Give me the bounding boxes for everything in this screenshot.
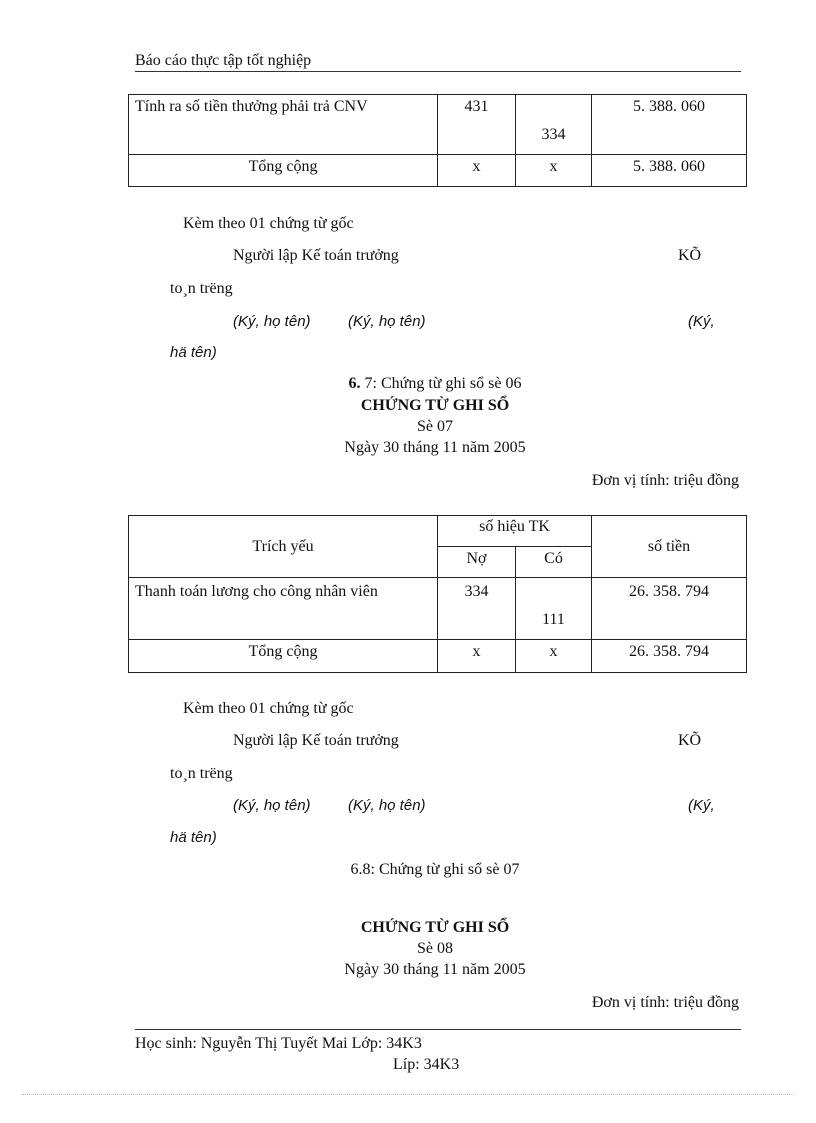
credit-cell: 334 (516, 95, 592, 155)
voucher-date: Ngày 30 tháng 11 năm 2005 (344, 961, 526, 978)
attachment-note: Kèm theo 01 chứng từ gốc (183, 700, 354, 717)
table-row-total (129, 155, 747, 187)
caption-6-7: 6. 7: Chứng từ ghi sổ sè 06 (348, 375, 522, 392)
signer-roles: Người lập Kế toán trưởng (233, 732, 399, 749)
signer-role-cont: to¸n trëng (170, 280, 233, 297)
footer-rule (135, 1029, 741, 1030)
header-rule (135, 71, 741, 72)
table-row (129, 95, 747, 155)
table-row (129, 578, 747, 640)
sign-note-mid: (Ký, họ tên) (348, 313, 426, 330)
desc-cell: Tính ra số tiền thưởng phải trả CNV (129, 95, 438, 155)
page-header-title: Báo cáo thực tập tốt nghiệp (135, 52, 312, 69)
total-label-cell: Tổng cộng (129, 155, 438, 187)
amount-cell: 5. 388. 060 (592, 95, 747, 155)
signer-role-right: KÕ (678, 247, 702, 264)
debit-cell: 334 (438, 578, 516, 640)
sign-note-cont: hä tên) (170, 829, 217, 846)
credit-cell: x (516, 155, 592, 187)
footer-class: Líp: 34K3 (393, 1056, 460, 1073)
debit-cell: 431 (438, 95, 516, 155)
voucher-07-table (128, 515, 747, 673)
debit-cell: x (438, 640, 516, 673)
amount-cell: 5. 388. 060 (592, 155, 747, 187)
voucher-date: Ngày 30 tháng 11 năm 2005 (344, 439, 526, 456)
caption-6-8: 6.8: Chứng từ ghi sổ sè 07 (350, 861, 520, 878)
sign-note-cont: hä tên) (170, 344, 217, 361)
voucher-number: Sè 07 (417, 418, 453, 435)
sign-note-right: (Ký, (688, 797, 715, 814)
page-edge-divider (22, 1094, 794, 1095)
debit-cell: x (438, 155, 516, 187)
unit-label: Đơn vị tính: triệu đồng (591, 472, 739, 489)
col-header-debit: Nợ (438, 547, 516, 578)
attachment-note: Kèm theo 01 chứng từ gốc (183, 215, 354, 232)
signer-role-right: KÕ (678, 732, 702, 749)
col-header-desc: Trích yếu (129, 516, 438, 578)
sign-note-right: (Ký, (688, 313, 715, 330)
table-row-total (129, 640, 747, 673)
credit-cell: x (516, 640, 592, 673)
voucher-title: CHỨNG TỪ GHI SỔ (360, 919, 510, 936)
amount-cell: 26. 358. 794 (592, 578, 747, 640)
sign-note-left: (Ký, họ tên) (233, 797, 311, 814)
footer-student: Học sinh: Nguyễn Thị Tuyết Mai Lớp: 34K3 (135, 1035, 422, 1052)
sign-note-mid: (Ký, họ tên) (348, 797, 426, 814)
signer-roles: Người lập Kế toán trưởng (233, 247, 399, 264)
voucher-number: Sè 08 (417, 940, 453, 957)
amount-cell: 26. 358. 794 (592, 640, 747, 673)
signer-role-cont: to¸n trëng (170, 765, 233, 782)
sign-note-left: (Ký, họ tên) (233, 313, 311, 330)
unit-label: Đơn vị tính: triệu đồng (591, 994, 739, 1011)
desc-cell: Thanh toán lương cho công nhân viên (129, 578, 438, 640)
col-header-amount: số tiền (592, 516, 747, 578)
col-header-credit: Có (516, 547, 592, 578)
col-header-account: số hiệu TK (438, 516, 592, 547)
voucher-title: CHỨNG TỪ GHI SỔ (360, 397, 510, 414)
voucher-06-table (128, 94, 747, 187)
table-header-row (129, 516, 747, 547)
total-label-cell: Tổng cộng (129, 640, 438, 673)
credit-cell: 111 (516, 578, 592, 640)
